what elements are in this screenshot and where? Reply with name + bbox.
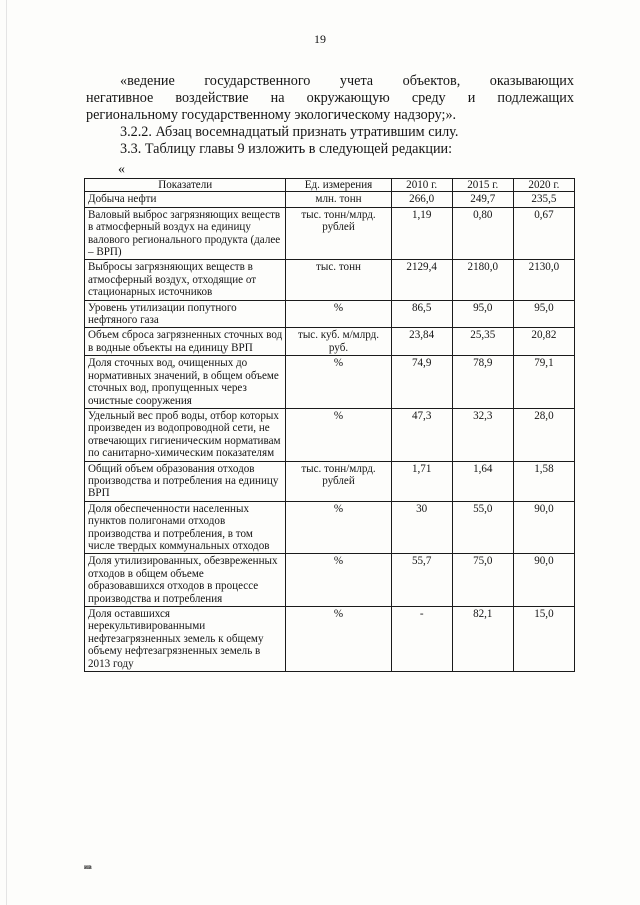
value-2015-cell: 25,35 <box>452 328 513 356</box>
unit-cell: тыс. тонн/млрд. рублей <box>286 461 391 501</box>
header-unit: Ед. измерения <box>286 179 391 192</box>
indicator-name-cell: Объем сброса загрязненных сточных вод в водные объекты на единицу ВРП <box>85 328 286 356</box>
value-2015-cell: 249,7 <box>452 192 513 207</box>
indicator-name-cell: Доля утилизированных, обезвреженных отходов в общем объеме образовавшихся отходов в процессе производства и потребления <box>85 554 286 607</box>
unit-cell: % <box>286 501 391 554</box>
intro-text <box>86 73 574 158</box>
page-number: 19 <box>314 32 326 46</box>
value-2020-cell: 79,1 <box>513 356 574 409</box>
unit-cell: % <box>286 607 391 672</box>
value-2020-cell: 90,0 <box>513 554 574 607</box>
value-2015-cell: 55,0 <box>452 501 513 554</box>
unit-cell: тыс. куб. м/млрд. руб. <box>286 328 391 356</box>
table-row <box>85 356 575 409</box>
intro-line-3: региональному государственному экологическому надзору;». <box>86 107 457 123</box>
value-2020-cell: 20,82 <box>513 328 574 356</box>
table-row <box>85 328 575 356</box>
header-indicators: Показатели <box>85 179 286 192</box>
paragraph-3-2-2: 3.2.2. Абзац восемнадцатый признать утратившим силу. <box>120 124 459 140</box>
corner-mark: ив <box>84 863 92 871</box>
value-2010-cell: 23,84 <box>391 328 452 356</box>
value-2020-cell: 1,58 <box>513 461 574 501</box>
table-row <box>85 408 575 461</box>
indicator-name-cell: Выбросы загрязняющих веществ в атмосферный воздух, отходящие от стационарных источников <box>85 260 286 300</box>
value-2020-cell: 28,0 <box>513 408 574 461</box>
indicator-name-cell: Удельный вес проб воды, отбор которых произведен из водопроводной сети, не отвечающих гигиеническим нормативам по санитарно-химическим показателям <box>85 408 286 461</box>
unit-cell: млн. тонн <box>286 192 391 207</box>
value-2010-cell: 30 <box>391 501 452 554</box>
value-2020-cell: 0,67 <box>513 207 574 260</box>
paragraph-3-3: 3.3. Таблицу главы 9 изложить в следующей редакции: <box>120 141 453 157</box>
value-2020-cell: 95,0 <box>513 300 574 328</box>
header-2015: 2015 г. <box>452 179 513 192</box>
indicator-name-cell: Доля оставшихся нерекультивированными нефтезагрязненных земель к общему объему нефтезагрязненных земель в 2013 году <box>85 607 286 672</box>
table-row <box>85 554 575 607</box>
indicator-name-cell: Доля сточных вод, очищенных до нормативных значений, в общем объеме сточных вод, пропущенных через очистные сооружения <box>85 356 286 409</box>
header-2010: 2010 г. <box>391 179 452 192</box>
unit-cell: % <box>286 554 391 607</box>
table-row <box>85 461 575 501</box>
value-2015-cell: 95,0 <box>452 300 513 328</box>
value-2010-cell: 86,5 <box>391 300 452 328</box>
unit-cell: тыс. тонн <box>286 260 391 300</box>
value-2020-cell: 15,0 <box>513 607 574 672</box>
value-2015-cell: 75,0 <box>452 554 513 607</box>
header-2020: 2020 г. <box>513 179 574 192</box>
unit-cell: % <box>286 408 391 461</box>
value-2010-cell: 47,3 <box>391 408 452 461</box>
unit-cell: % <box>286 300 391 328</box>
table-row <box>85 300 575 328</box>
value-2015-cell: 2180,0 <box>452 260 513 300</box>
indicator-name-cell: Уровень утилизации попутного нефтяного газа <box>85 300 286 328</box>
unit-cell: тыс. тонн/млрд. рублей <box>286 207 391 260</box>
indicator-name-cell: Валовый выброс загрязняющих веществ в атмосферный воздух на единицу валового регионального продукта (далее – ВРП) <box>85 207 286 260</box>
value-2015-cell: 0,80 <box>452 207 513 260</box>
intro-line-1: «ведение государственного учета объектов, оказывающих <box>120 73 574 89</box>
value-2020-cell: 90,0 <box>513 501 574 554</box>
value-2020-cell: 235,5 <box>513 192 574 207</box>
value-2010-cell: 2129,4 <box>391 260 452 300</box>
value-2010-cell: 55,7 <box>391 554 452 607</box>
value-2015-cell: 1,64 <box>452 461 513 501</box>
value-2015-cell: 82,1 <box>452 607 513 672</box>
value-2015-cell: 78,9 <box>452 356 513 409</box>
indicator-name-cell: Общий объем образования отходов производства и потребления на единицу ВРП <box>85 461 286 501</box>
table-row <box>85 260 575 300</box>
table-row <box>85 501 575 554</box>
intro-line-2: негативное воздействие на окружающую среду и подлежащих <box>86 90 574 106</box>
value-2010-cell: - <box>391 607 452 672</box>
value-2010-cell: 74,9 <box>391 356 452 409</box>
indicator-name-cell: Добыча нефти <box>85 192 286 207</box>
table-body <box>85 192 575 672</box>
unit-cell: % <box>286 356 391 409</box>
table-header-row <box>85 179 575 192</box>
table-row <box>85 192 575 207</box>
value-2015-cell: 32,3 <box>452 408 513 461</box>
indicators-table <box>84 178 575 672</box>
value-2020-cell: 2130,0 <box>513 260 574 300</box>
value-2010-cell: 1,19 <box>391 207 452 260</box>
table-row <box>85 207 575 260</box>
table-row <box>85 607 575 672</box>
opening-quote-mark: « <box>118 162 125 177</box>
value-2010-cell: 1,71 <box>391 461 452 501</box>
indicator-name-cell: Доля обеспеченности населенных пунктов полигонами отходов производства и потребления, в том числе твердых коммунальных отходов <box>85 501 286 554</box>
value-2010-cell: 266,0 <box>391 192 452 207</box>
page-edge-line <box>6 0 7 905</box>
